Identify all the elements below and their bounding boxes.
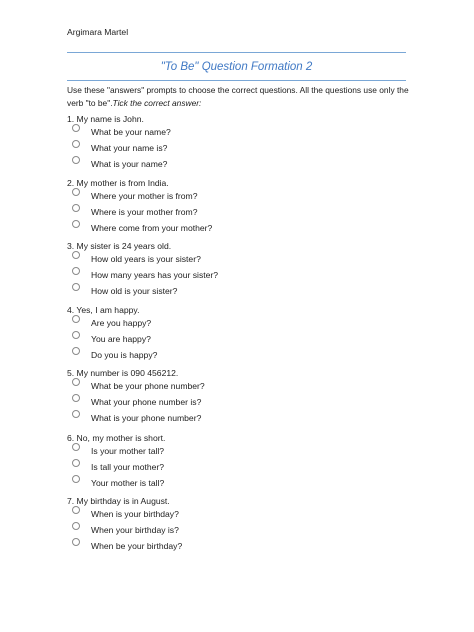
radio-button[interactable] <box>72 378 80 386</box>
question-prompt: 4. Yes, I am happy. <box>67 305 140 315</box>
question-prompt: 1. My name is John. <box>67 114 144 124</box>
radio-button[interactable] <box>72 522 80 530</box>
answer-option[interactable] <box>72 331 392 347</box>
answer-option-label: How many years has your sister? <box>91 270 219 280</box>
answer-option-label: What be your phone number? <box>91 381 205 391</box>
answer-option-label: You are happy? <box>91 334 151 344</box>
answer-option-label: Where is your mother from? <box>91 207 198 217</box>
radio-button[interactable] <box>72 220 80 228</box>
title-bottom-rule <box>67 80 406 81</box>
answer-option[interactable] <box>72 188 392 204</box>
answer-option-label: Is your mother tall? <box>91 446 165 456</box>
answer-option-label: Your mother is tall? <box>91 478 165 488</box>
radio-button[interactable] <box>72 188 80 196</box>
answer-option[interactable] <box>72 506 392 522</box>
answer-option[interactable] <box>72 124 392 140</box>
radio-button[interactable] <box>72 443 80 451</box>
radio-button[interactable] <box>72 283 80 291</box>
answer-option-label: What your name is? <box>91 143 168 153</box>
radio-button[interactable] <box>72 331 80 339</box>
answer-option[interactable] <box>72 156 392 172</box>
answer-option[interactable] <box>72 251 392 267</box>
answer-option[interactable] <box>72 347 392 363</box>
radio-button[interactable] <box>72 315 80 323</box>
answer-option-label: Are you happy? <box>91 318 152 328</box>
radio-button[interactable] <box>72 506 80 514</box>
answer-option[interactable] <box>72 459 392 475</box>
answer-option[interactable] <box>72 283 392 299</box>
radio-button[interactable] <box>72 459 80 467</box>
radio-button[interactable] <box>72 475 80 483</box>
answer-option-label: Do you is happy? <box>91 350 158 360</box>
radio-button[interactable] <box>72 538 80 546</box>
author-name: Argimara Martel <box>67 27 129 37</box>
answer-option[interactable] <box>72 475 392 491</box>
radio-button[interactable] <box>72 347 80 355</box>
answer-option[interactable] <box>72 140 392 156</box>
answer-option[interactable] <box>72 522 392 538</box>
radio-button[interactable] <box>72 124 80 132</box>
answer-option[interactable] <box>72 410 392 426</box>
answer-option[interactable] <box>72 267 392 283</box>
title-top-rule <box>67 52 406 53</box>
page-title: "To Be" Question Formation 2 <box>160 61 313 73</box>
question-prompt: 7. My birthday is in August. <box>67 496 170 506</box>
answer-option-label: What be your name? <box>91 127 171 137</box>
instructions-text: Use these "answers" prompts to choose the correct questions. All the questions use only the verb "to be". <box>67 85 409 108</box>
question-prompt: 5. My number is 090 456212. <box>67 368 179 378</box>
answer-option[interactable] <box>72 538 392 554</box>
instructions <box>67 84 412 109</box>
answer-option[interactable] <box>72 378 392 394</box>
answer-option-label: Where your mother is from? <box>91 191 198 201</box>
answer-option[interactable] <box>72 394 392 410</box>
answer-option-label: Where come from your mother? <box>91 223 213 233</box>
answer-option-label: When your birthday is? <box>91 525 179 535</box>
answer-option-label: When be your birthday? <box>91 541 183 551</box>
answer-option-label: How old is your sister? <box>91 286 178 296</box>
answer-option[interactable] <box>72 220 392 236</box>
answer-option[interactable] <box>72 443 392 459</box>
answer-option[interactable] <box>72 315 392 331</box>
question-prompt: 6. No, my mother is short. <box>67 433 166 443</box>
answer-option-label: What is your phone number? <box>91 413 202 423</box>
radio-button[interactable] <box>72 410 80 418</box>
radio-button[interactable] <box>72 204 80 212</box>
instructions-italic: Tick the correct answer: <box>112 97 202 108</box>
radio-button[interactable] <box>72 251 80 259</box>
radio-button[interactable] <box>72 140 80 148</box>
answer-option[interactable] <box>72 204 392 220</box>
answer-option-label: Is tall your mother? <box>91 462 165 472</box>
radio-button[interactable] <box>72 394 80 402</box>
radio-button[interactable] <box>72 267 80 275</box>
question-prompt: 3. My sister is 24 years old. <box>67 241 172 251</box>
radio-button[interactable] <box>72 156 80 164</box>
answer-option-label: What your phone number is? <box>91 397 202 407</box>
answer-option-label: When is your birthday? <box>91 509 179 519</box>
question-prompt: 2. My mother is from India. <box>67 178 169 188</box>
answer-option-label: What is your name? <box>91 159 168 169</box>
answer-option-label: How old years is your sister? <box>91 254 201 264</box>
